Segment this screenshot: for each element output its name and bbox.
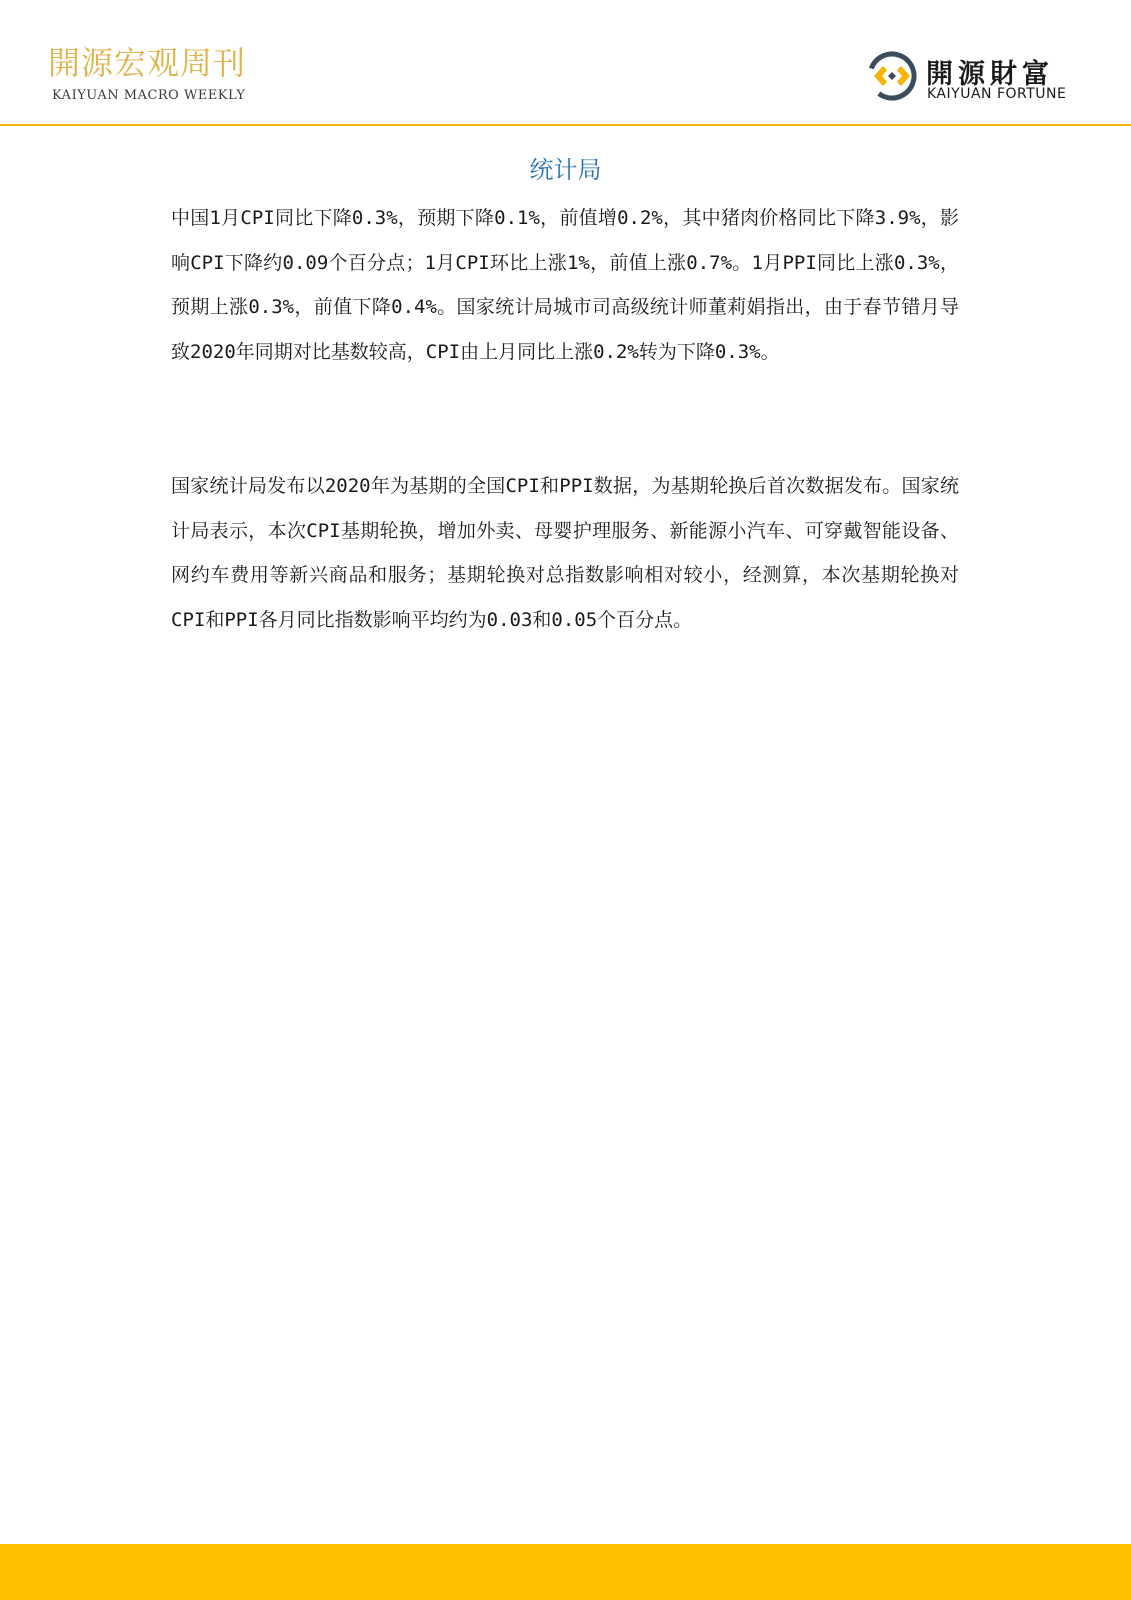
section-title: 统计局: [529, 156, 602, 184]
logo-name-english: KAIYUAN FORTUNE: [927, 86, 1067, 102]
kaiyuan-logo-icon: [866, 50, 918, 102]
paragraph-base-period: 国家统计局发布以2020年为基期的全国CPI和PPI数据，为基期轮换后首次数据发布。国家统计局表示，本次CPI基期轮换，增加外卖、母婴护理服务、新能源小汽车、可穿戴智能设备、网约车费用等新兴商品和服务；基期轮换对总指数影响相对较小，经测算，本次基期轮换对CPI和PPI各月同比指数影响平均约为0.03和0.05个百分点。: [171, 475, 959, 631]
logo-name-chinese: 開源財富: [926, 59, 1054, 90]
paragraph-cpi-ppi: 中国1月CPI同比下降0.3%，预期下降0.1%，前值增0.2%，其中猪肉价格同比下降3.9%，影响CPI下降约0.09个百分点；1月CPI环比上涨1%，前值上涨0.7%。1月PPI同比上涨0.3%，预期上涨0.3%，前值下降0.4%。国家统计局城市司高级统计师董莉娟指出，由于春节错月导致2020年同期对比基数较高，CPI由上月同比上涨0.2%转为下降0.3%。: [171, 207, 959, 363]
company-logo: [866, 50, 1096, 106]
footer-bar: [0, 1544, 1131, 1600]
publication-title: 開源宏观周刊: [48, 44, 247, 82]
publication-subtitle: KAIYUAN MACRO WEEKLY: [52, 88, 246, 103]
header-divider: [0, 124, 1131, 126]
page-header: [0, 0, 1131, 126]
